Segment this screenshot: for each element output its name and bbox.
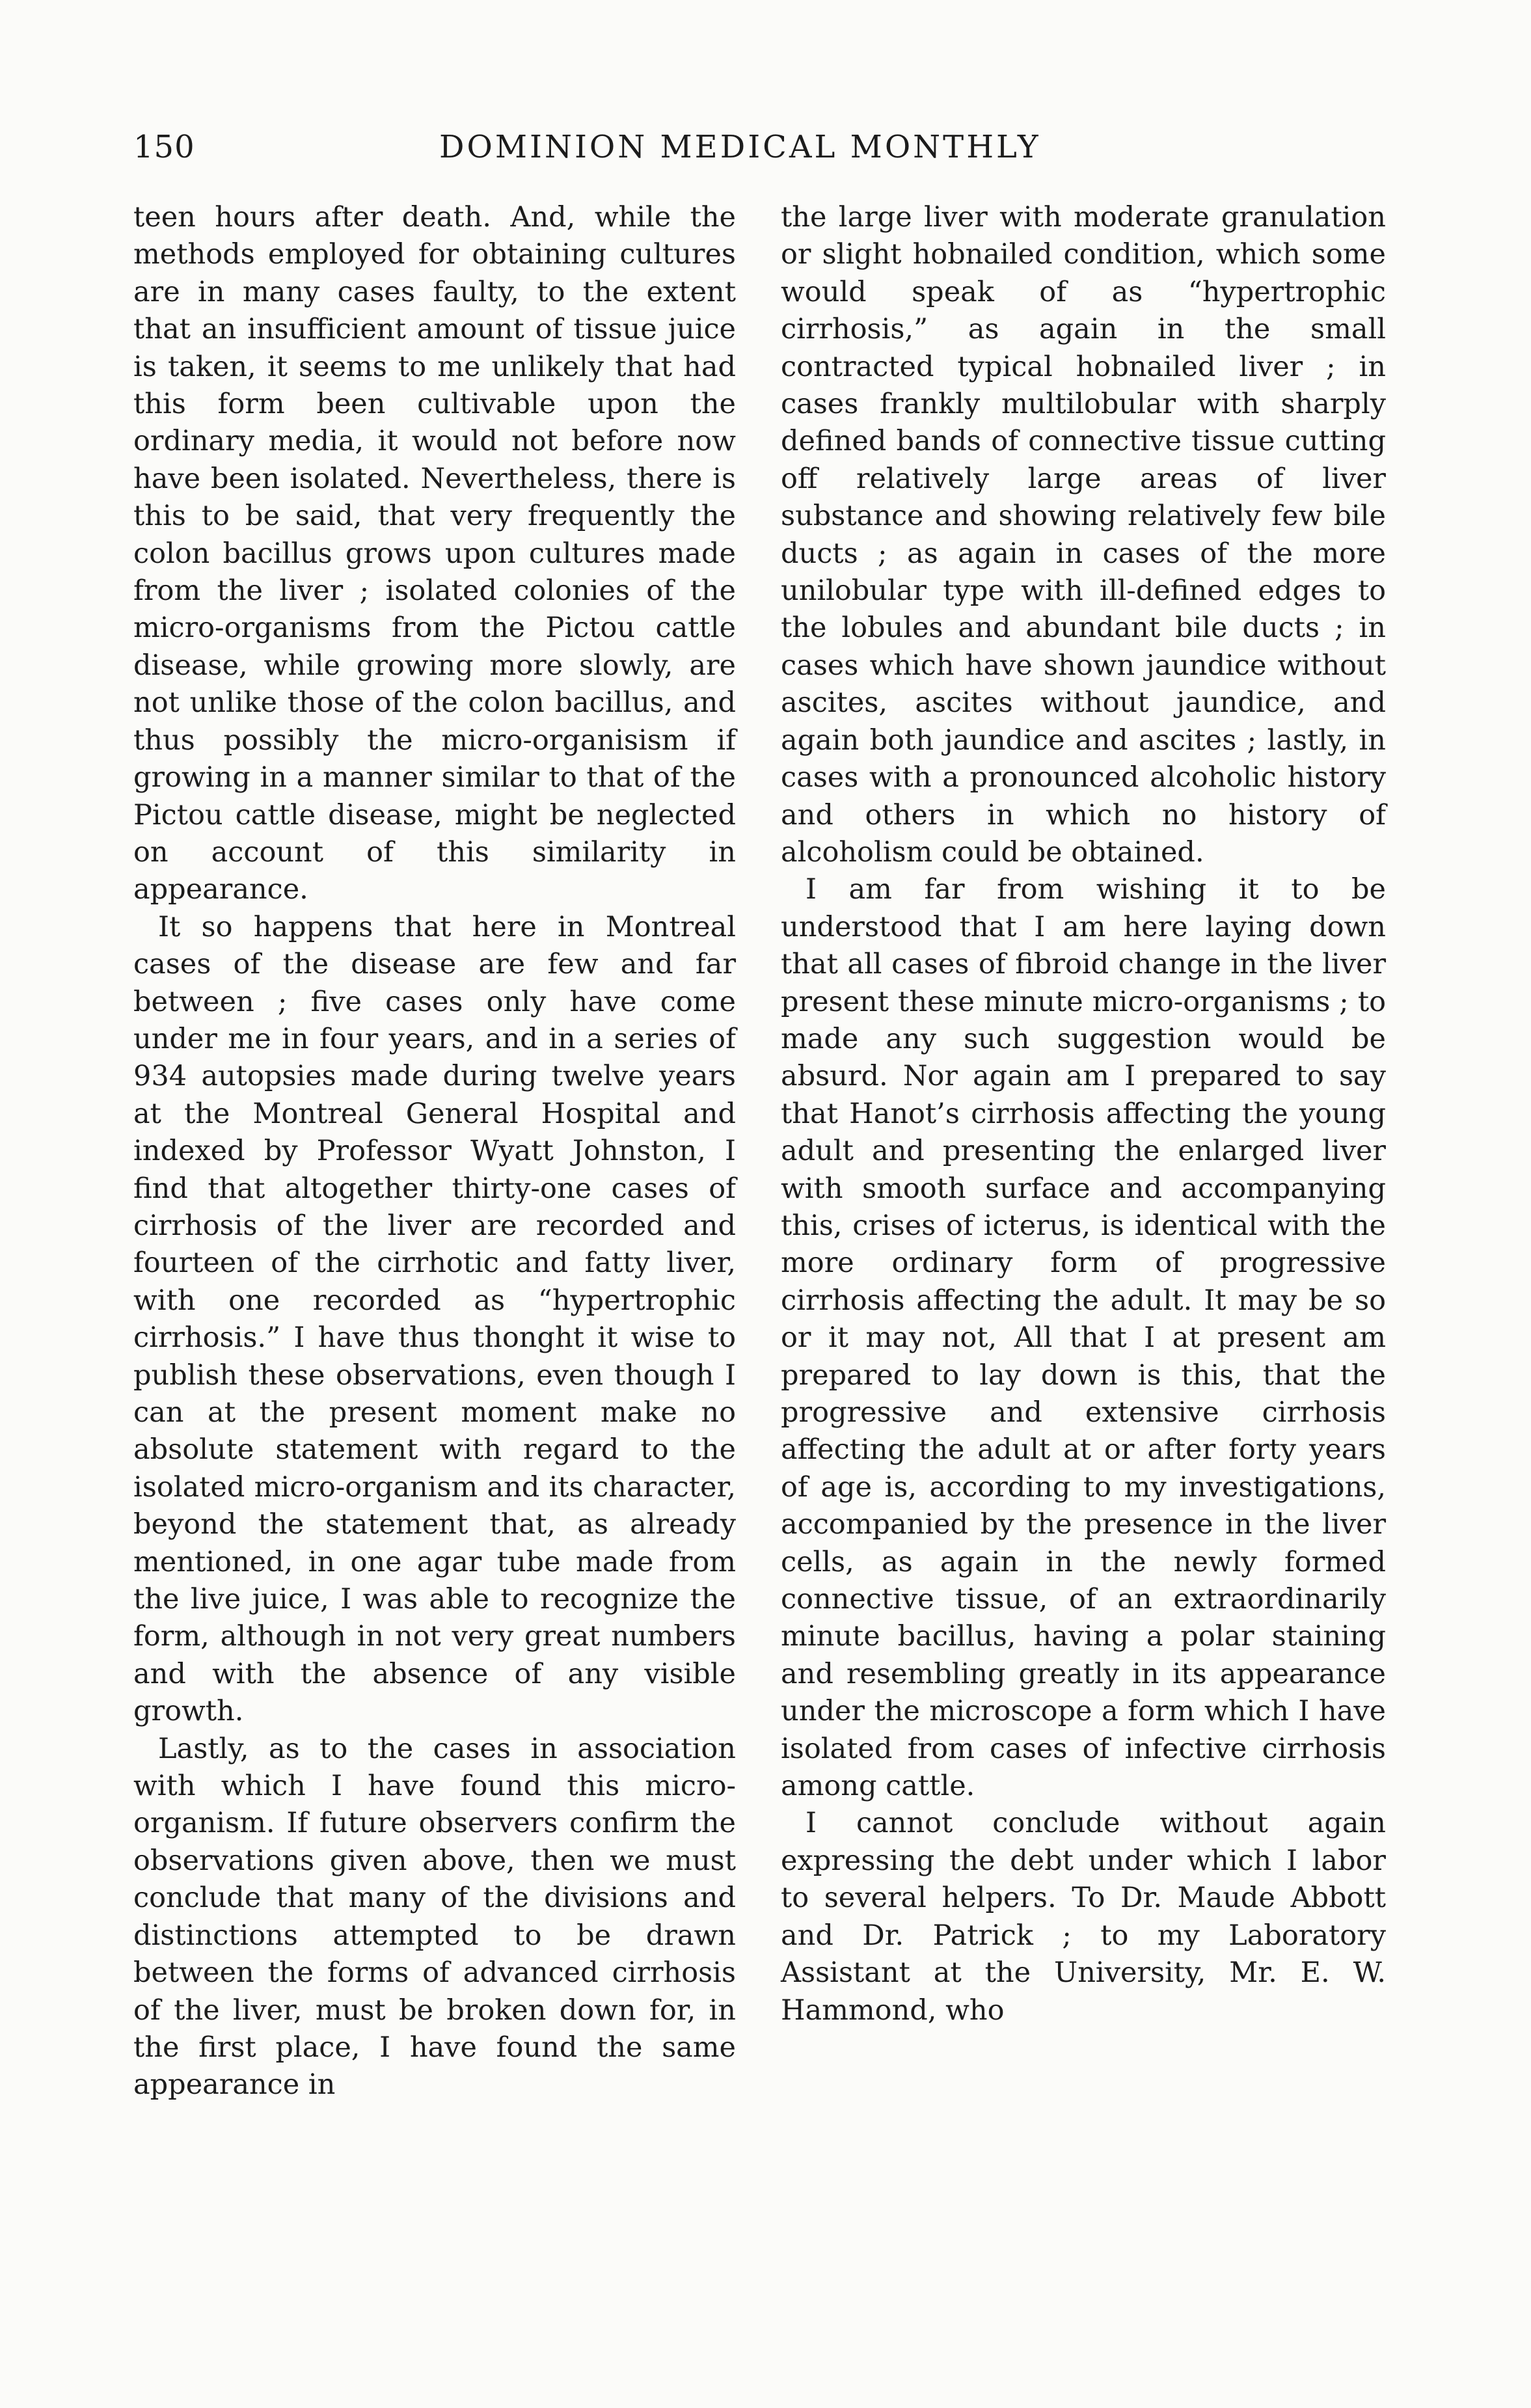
paragraph: I am far from wishing it to be understood that I am here laying down that all cases of fibroid change in the liver present these minute micro-organisms ; to made any such suggestion would be absurd. Nor again am I prepared to say that Hanot’s cirrhosis affecting the young adult and presenting the enlarged liver with smooth surface and accompanying this, crises of icterus, is identical with the more ordinary form of progressive cirrhosis affecting the adult. It may be so or it may not, All that I at present am prepared to lay down is this, that the progressive and extensive cirrhosis affecting the adult at or after forty years of age is, according to my investigations, accompanied by the presence in the liver cells, as again in the newly formed connective tissue, of an extraordinarily minute bacillus, having a polar staining and resembling greatly in its appearance under the microscope a form which I have isolated from cases of infective cirrhosis among cattle. [781, 873, 1386, 1803]
paragraph: the large liver with moderate granulation or slight hobnailed condition, which some would speak of as “hypertrophic cirrhosis,” as again in the small contracted typical hobnailed liver ; in cases frankly multilobular with sharply defined bands of connective tissue cutting off relatively large areas of liver substance and showing relatively few bile ducts ; as again in cases of the more unilobular type with ill-defined edges to the lobules and abundant bile ducts ; in cases which have shown jaundice without ascites, ascites without jaundice, and again both jaundice and ascites ; lastly, in cases with a pronounced alcoholic history and others in which no history of alcoholism could be obtained. [781, 201, 1386, 869]
left-column [133, 199, 736, 2104]
running-title: DOMINION MEDICAL MONTHLY [439, 129, 1041, 165]
paragraph: teen hours after death. And, while the methods employed for obtaining cultures are in many cases faulty, to the extent that an insufficient amount of tissue juice is taken, it seems to me unlikely that had this form been cultivable upon the ordinary media, it would not before now have been isolated. Nevertheless, there is this to be said, that very frequently the colon bacillus grows upon cultures made from the liver ; isolated colonies of the micro-organisms from the Pictou cattle disease, while growing more slowly, are not unlike those of the colon bacillus, and thus possibly the micro-organisism if growing in a manner similar to that of the Pictou cattle disease, might be neglected on account of this similarity in appearance. [133, 201, 736, 906]
page-number: 150 [133, 129, 195, 165]
paragraph: It so happens that here in Montreal cases of the disease are few and far between ; five cases only have come under me in four years, and in a series of 934 autopsies made during twelve years at the Montreal General Hospital and indexed by Professor Wyatt Johnston, I find that altogether thirty-one cases of cirrhosis of the liver are recorded and fourteen of the cirrhotic and fatty liver, with one recorded as “hypertrophic cirrhosis.” I have thus thonght it wise to publish these observations, even though I can at the present moment make no absolute statement with regard to the isolated micro-organism and its character, beyond the statement that, as already mentioned, in one agar tube made from the live juice, I was able to recognize the form, although in not very great numbers and with the absence of any visible growth. [133, 910, 736, 1728]
page-header [133, 129, 1389, 174]
right-column [781, 199, 1386, 2029]
paragraph: Lastly, as to the cases in association with which I have found this micro-organism. If future observers confirm the observations given above, then we must conclude that many of the divisions and distinctions attempted to be drawn between the forms of advanced cirrhosis of the liver, must be broken down for, in the first place, I have found the same appearance in [133, 1732, 736, 2102]
paragraph: I cannot conclude without again expressing the debt under which I labor to several helpers. To Dr. Maude Abbott and Dr. Patrick ; to my Laboratory Assistant at the University, Mr. E. W. Hammond, who [781, 1807, 1386, 2027]
